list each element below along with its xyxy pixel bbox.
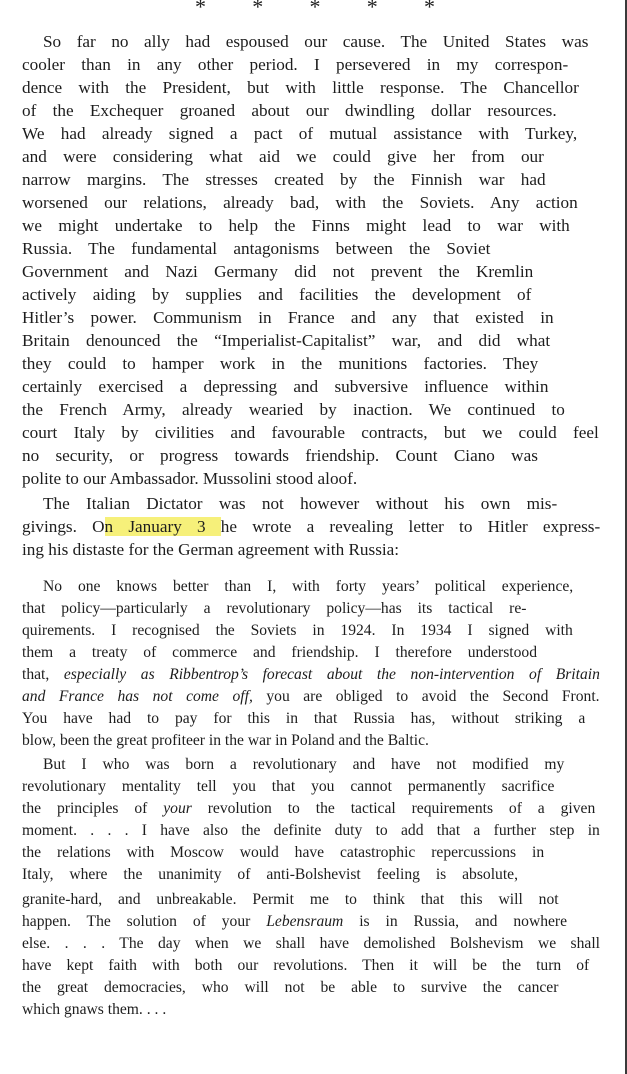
section-break-ornament [195,0,435,18]
italic-text: especially as Ribbentrop’s forecast about the non-intervention of Britain [63,666,600,683]
italic-text: Lebensraum [266,913,344,930]
italic-text: your [163,800,192,817]
text-line [22,516,600,538]
text-line: Hitler’s power. Communism in France and any that existed in [22,308,554,327]
text-line: actively aiding by supplies and facilities the development of [22,285,532,304]
ornament-star: * [309,0,321,19]
text-line: and were considering what aid we could give her from our [22,147,544,166]
text-line: Italy, where the unanimity of anti-Bolshevist feeling is absolute, [22,866,519,883]
text-line: ing his distaste for the German agreement with Russia: [22,540,400,559]
text-run: is in Russia, and nowhere [343,913,568,930]
text-line: revolutionary mentality tell you that you cannot permanently sacrifice [22,778,555,795]
text-line: Russia. The fundamental antagonisms between the Soviet [22,239,491,258]
text-line: Britain denounced the “Imperialist-Capitalist” war, and did what [22,331,551,350]
text-line: they could to hamper work in the munitions factories. They [22,354,539,373]
text-line: granite-hard, and unbreakable. Permit me to think that this will not [22,891,559,908]
text-line: So far no ally had espoused our cause. The United States was [43,32,589,51]
text-line: the French Army, already wearied by inaction. We continued to [22,400,565,419]
text-line: The Italian Dictator was not however without his own mis- [43,494,558,513]
text-line: else. . . . The day when we shall have demolished Bolshevism we shall [22,935,601,952]
text-line: which gnaws them. . . . [22,1001,167,1018]
italic-text: and France has not come off, [22,688,253,705]
text-line: quirements. I recognised the Soviets in 1924. In 1934 I signed with [22,622,573,639]
text-line: Government and Nazi Germany did not prevent the Kremlin [22,262,534,281]
text-run: you are obliged to avoid the Second Front. [252,688,600,705]
text-line: We had already signed a pact of mutual assistance with Turkey, [22,124,578,143]
text-line: them a treaty of commerce and friendship. I therefore understood [22,644,538,661]
text-line [22,664,600,686]
text-line: You have had to pay for this in that Russia has, without striking a [22,710,586,727]
text-line: No one knows better than I, with forty years’ political experience, [43,578,574,595]
text-line: worsened our relations, already bad, with the Soviets. Any action [22,193,578,212]
text-run: the principles of [22,800,164,817]
text-line: have kept faith with both our revolutions. Then it will be the turn of [22,957,590,974]
text-line [22,686,600,708]
text-line [22,911,567,933]
text-line: we might undertake to help the Finns might lead to war with [22,216,570,235]
text-line: certainly exercised a depressing and subversive influence within [22,377,549,396]
text-line: court Italy by civilities and favourable contracts, but we could feel [22,423,599,442]
text-line [22,798,595,820]
text-line: that policy—particularly a revolutionary policy—has its tactical re- [22,600,527,617]
text-line: the relations with Moscow would have catastrophic repercussions in [22,844,545,861]
text-line: narrow margins. The stresses created by the Finnish war had [22,170,546,189]
text-line: the great democracies, who will not be able to survive the cancer [22,979,559,996]
ornament-star: * [252,0,264,19]
text-run: he wrote a revealing letter to Hitler express- [220,517,601,536]
text-line: moment. . . . I have also the definite duty to add that a further step in [22,822,600,839]
text-line: no security, or progress towards friendship. Count Ciano was [22,446,538,465]
text-run: happen. The solution of your [22,913,267,930]
text-line: But I who was born a revolutionary and have not modified my [43,756,565,773]
text-line: polite to our Ambassador. Mussolini stood aloof. [22,469,358,488]
highlighted-date: n January 3 [104,517,221,536]
text-line: blow, been the great profiteer in the war in Poland and the Baltic. [22,732,429,749]
text-run: that, [22,666,64,683]
text-run: revolution to the tactical requirements of a given [191,800,596,817]
text-line: dence with the President, but with little response. The Chancellor [22,78,579,97]
ornament-star: * [366,0,378,19]
text-line: of the Exchequer groaned about our dwindling dollar resources. [22,101,557,120]
text-run: givings. O [22,517,105,536]
text-line: cooler than in any other period. I persevered in my correspon- [22,55,569,74]
ornament-star: * [424,0,435,19]
ornament-star: * [195,0,206,19]
